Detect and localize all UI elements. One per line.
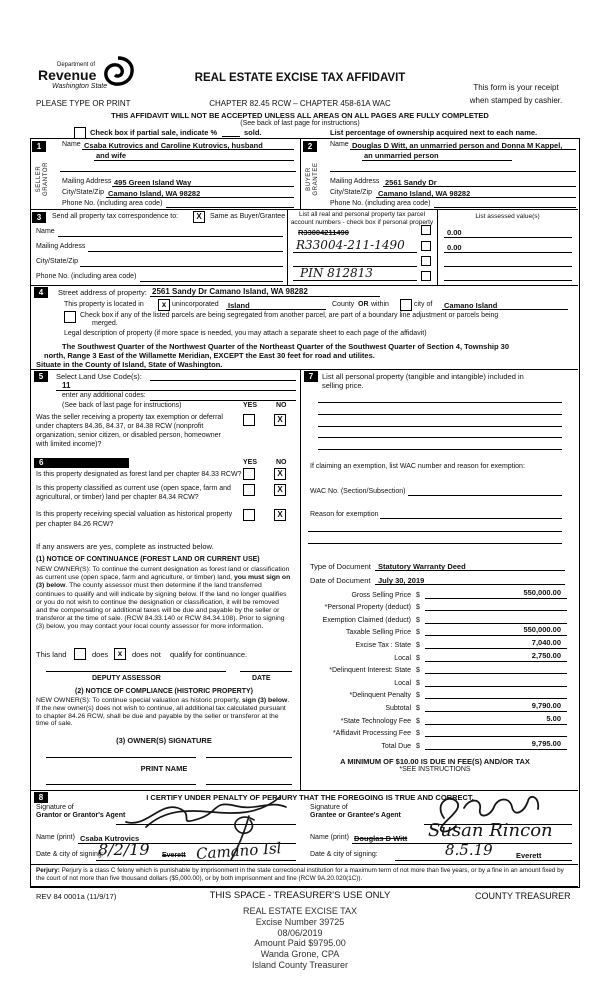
seller-mailing-value: 495 Green Island Way: [114, 178, 192, 187]
grantee-date-city-label: Date & city of signing:: [310, 851, 378, 858]
city-line[interactable]: [442, 309, 568, 310]
logo-brand-text: Revenue: [38, 67, 97, 83]
s6-no-header: NO: [276, 459, 287, 466]
receipt-note-1: This form is your receipt: [473, 83, 559, 92]
form-title: REAL ESTATE EXCISE TAX AFFIDAVIT: [194, 72, 406, 84]
section-8-badge: 8: [34, 792, 48, 803]
unincorporated-checkbox[interactable]: x: [158, 299, 170, 311]
grantee-city-value: Everett: [516, 851, 542, 860]
buyer-name-line-2[interactable]: [362, 160, 512, 161]
amount-label: Excise Tax : State: [355, 641, 411, 649]
s3-phone-line[interactable]: [140, 281, 283, 282]
amount-label: Taxable Selling Price: [346, 629, 411, 637]
wac-line[interactable]: [408, 495, 562, 496]
assessed-value-1: 0.00: [447, 228, 462, 237]
stamp-amount-paid: Amount Paid $9795.00: [254, 938, 346, 949]
s3-city-line[interactable]: [80, 266, 283, 267]
notice-1-body: [36, 566, 292, 632]
s5-q1-1: Was the seller receiving a property tax exemption or deferral: [36, 414, 223, 421]
s5-q1-4: with limited income)?: [36, 441, 102, 448]
divider: [30, 285, 578, 286]
grantee-name-printed-struck: Douglas D Witt: [354, 834, 408, 843]
amount-label: *Delinquent Interest: State: [329, 667, 411, 675]
amount-value: 7,040.00: [531, 637, 561, 647]
s6-q2-yes-checkbox[interactable]: [243, 484, 255, 496]
assessed-line-4[interactable]: [444, 280, 572, 281]
amount-value-line[interactable]: [425, 588, 567, 599]
amount-value-line[interactable]: [425, 701, 567, 712]
exemption-note: If claiming an exemption, list WAC number and reason for exemption:: [310, 463, 525, 470]
buyer-phone-line[interactable]: [434, 207, 576, 208]
stamp-office: Island County Treasurer: [251, 959, 349, 970]
grantor-name-print-label: Name (print): [36, 834, 75, 841]
pp-line-4[interactable]: [318, 437, 562, 438]
s6-q2-no-checkbox[interactable]: X: [274, 484, 286, 496]
grantor-date-line[interactable]: [96, 860, 296, 861]
buyer-extra-line[interactable]: [330, 171, 576, 172]
parcel-numbers-header: [289, 211, 435, 226]
seller-mailing-line[interactable]: [112, 186, 294, 187]
divider: [300, 138, 301, 209]
notice-2-title: (2) NOTICE OF COMPLIANCE (HISTORIC PROPERTY): [75, 688, 253, 695]
this-land-label: This land: [36, 650, 67, 659]
type-of-document-value: Statutory Warranty Deed: [378, 562, 466, 571]
print-name-line-1[interactable]: [46, 784, 196, 785]
amount-row-tech-fee: [303, 712, 567, 725]
pp-line-3[interactable]: [318, 426, 562, 427]
buyer-grantee-side-label: [306, 158, 320, 200]
buyer-mailing-value: 2561 Sandy Dr: [385, 178, 437, 187]
notice-2-body: [36, 697, 292, 728]
does-not-label: does not: [132, 650, 161, 659]
amount-row-total-due: [303, 737, 567, 750]
s5-q1-2: under chapters 84.36, 84.37, or 84.38 RCW (nonprofit: [36, 423, 204, 430]
buyer-city-line[interactable]: [376, 197, 576, 198]
buyer-name-line[interactable]: [350, 149, 576, 150]
form-revision-label: REV 84 0001a (11/9/17): [36, 892, 117, 901]
amount-label: *Delinquent Penalty: [349, 692, 411, 700]
grantor-agent-label: Grantor or Grantor's Agent: [36, 812, 126, 819]
legal-text-2: north, Range 3 East of the Willamette Meridian, EXCEPT the East 30 feet for road and utilites.: [44, 351, 375, 360]
buyer-name-label: Name: [330, 141, 349, 148]
reason-line-3[interactable]: [308, 543, 562, 544]
s6-q3-yes-checkbox[interactable]: [243, 509, 255, 521]
deputy-date-line[interactable]: [240, 671, 292, 672]
county-value: Island: [228, 301, 250, 310]
amount-value: 9,795.00: [531, 738, 561, 748]
divider: [30, 790, 578, 791]
divider: [30, 369, 578, 370]
within-word: within: [371, 301, 389, 308]
buyer-side-label: BUYER: [306, 167, 312, 191]
see-instructions-note: *SEE INSTRUCTIONS: [399, 766, 471, 773]
grantor-signature-of-label: Signature of: [36, 804, 74, 811]
dollar-sign: $: [416, 629, 420, 637]
grantee-agent-label: Grantee or Grantee's Agent: [310, 812, 401, 819]
amount-value-line[interactable]: [425, 676, 567, 687]
amount-label: *State Technology Fee: [340, 717, 411, 725]
city-value: Camano Island: [444, 301, 498, 310]
assessed-line-1[interactable]: [444, 237, 572, 238]
seller-grantor-side-label: [36, 158, 50, 200]
s3-city-label: City/State/Zip: [36, 258, 79, 265]
parcel-pin-handwritten: PIN 812813: [300, 266, 373, 280]
stamp-title: REAL ESTATE EXCISE TAX: [242, 906, 358, 916]
segregated-text-2: merged.: [92, 320, 118, 327]
land-use-line-0[interactable]: [150, 380, 296, 381]
land-use-code: 11: [62, 381, 71, 390]
seller-name-label: Name: [62, 141, 81, 148]
grantee-side-label: GRANTEE: [313, 162, 319, 196]
buyer-name-value: Douglas D Witt, an unmarried person and Donna M Kappel,: [352, 141, 563, 150]
qualify-label: qualify for continuance.: [170, 650, 248, 659]
amounts-table: [303, 586, 567, 750]
deputy-assessor-line[interactable]: [46, 671, 226, 672]
stamp-excise-number: Excise Number 39725: [255, 916, 345, 927]
grantor-signature-line[interactable]: [116, 824, 296, 825]
unincorporated-label: unincorporated: [172, 301, 219, 308]
warning-label: THIS AFFIDAVIT WILL NOT BE ACCEPTED UNLESS ALL AREAS ON ALL PAGES ARE FULLY COMPLETED: [111, 111, 489, 120]
s3-mailing-line[interactable]: [88, 251, 283, 252]
grantee-date-handwritten: 8.5.19: [445, 841, 493, 859]
county-word: County: [332, 301, 355, 308]
notice-2-post: . If the new owner(s) does not wish to continue, all additional tax calculated pursuant to chapter 84.26 RCW, shall be due and payable by the seller or transferor at the time of sale.: [36, 697, 290, 728]
dollar-sign: $: [416, 616, 420, 624]
owners-signature-title: (3) OWNER(S) SIGNATURE: [116, 736, 212, 745]
dollar-sign: $: [416, 591, 420, 599]
section-4-badge: 4: [34, 287, 48, 298]
amount-row-excise-state: [303, 636, 567, 649]
amount-value-line[interactable]: [425, 714, 567, 725]
city-of-label: city of: [414, 301, 433, 308]
amount-value: 2,750.00: [531, 650, 561, 660]
section-2-badge: 2: [303, 141, 317, 152]
personal-property-checkbox-3[interactable]: [421, 256, 431, 266]
notice-2-bold: sign (3) below: [242, 697, 288, 704]
section-5-badge: 5: [34, 371, 48, 382]
parcel-header-1: List all real and personal property tax parcel account: [290, 211, 426, 226]
personal-property-title-1: List all personal property (tangible and intangible) included in: [322, 372, 524, 381]
s3-mailing-label: Mailing Address: [36, 243, 86, 250]
treasurer-space-label: THIS SPACE - TREASURER'S USE ONLY: [209, 890, 391, 901]
grantee-name-handwritten: Susan Rincon: [428, 820, 553, 841]
grantor-date-city-label: Date & city of signing:: [36, 851, 104, 858]
city-checkbox[interactable]: [400, 299, 412, 311]
date-of-document-label: Date of Document: [310, 576, 371, 585]
same-as-buyer-label: Same as Buyer/Grantee: [210, 213, 286, 220]
perjury-text: Perjury is a class C felony which is punishable by imprisonment in the state correctional institution for a maximum term of not more than five years, or by a fine in an amount fixed by the court of not more than five thousand dollars ($5,000.00), or by both imprisonment and fine (RCW 9A.20.020(1C)).: [36, 867, 564, 882]
print-name-label: PRINT NAME: [140, 764, 188, 773]
segregated-text-1: Check box if any of the listed parcels are being segregated from another parcel, are part of a boundary line adjustment or parcels being: [80, 312, 499, 319]
dollar-sign: $: [416, 742, 420, 750]
divider: [30, 886, 578, 887]
amount-row-personal: [303, 599, 567, 612]
notice-1-pre: NEW OWNER(S): To continue the current designation as forest land or classification as current use (open space, farm and agriculture, or timber) land,: [36, 566, 290, 582]
located-in-label: This property is located in: [64, 301, 144, 308]
receipt-note-2: when stamped by cashier.: [469, 96, 563, 105]
section-6-badge: 6: [34, 458, 129, 468]
amount-label: Subtotal: [385, 704, 411, 712]
s6-q2-1: Is this property classified as current use (open space, farm and: [36, 485, 231, 492]
grantee-date-line[interactable]: [395, 860, 572, 861]
pp-line-5[interactable]: [318, 449, 562, 450]
amount-value: 550,000.00: [523, 625, 561, 635]
amount-row-delinquent-state: [303, 662, 567, 675]
s5-no-header: NO: [276, 402, 287, 409]
seller-phone-line[interactable]: [166, 207, 294, 208]
grantor-signature-flourish: [222, 812, 266, 862]
print-name-line-2[interactable]: [206, 784, 292, 785]
buyer-mailing-label: Mailing Address: [330, 178, 380, 185]
amount-value-line[interactable]: [425, 651, 567, 662]
seller-extra-line[interactable]: [60, 171, 296, 172]
reason-label: Reason for exemption: [310, 511, 379, 518]
s5-q1-no-checkbox[interactable]: X: [274, 414, 286, 426]
amount-label: *Personal Property (deduct): [324, 604, 411, 612]
amount-row-gross: [303, 586, 567, 599]
amount-label: Local: [394, 679, 411, 687]
grantor-side-label: GRANTOR: [43, 161, 49, 197]
parcel-number-printed-struck: R33004211490: [298, 228, 349, 237]
dollar-sign: $: [416, 730, 420, 738]
parcel-number-handwritten: R33004-211-1490: [296, 238, 405, 252]
perjury-note: [36, 867, 574, 882]
please-type-label: PLEASE TYPE OR PRINT: [36, 99, 131, 108]
reason-line-2[interactable]: [308, 531, 562, 532]
s3-name-line[interactable]: [58, 236, 283, 237]
s6-q1: Is this property designated as forest land per chapter 84.33 RCW?: [36, 471, 242, 478]
amount-label: Local: [394, 654, 411, 662]
additional-codes-line[interactable]: [150, 400, 296, 401]
segregated-checkbox[interactable]: [64, 311, 76, 323]
seller-name-value: Csaba Kutrovics and Caroline Kutrovics, husband: [84, 141, 263, 150]
type-of-document-label: Type of Document: [310, 562, 371, 571]
amount-row-exemption: [303, 611, 567, 624]
type-of-document-line[interactable]: [375, 570, 565, 571]
minimum-due-note: A MINIMUM OF $10.00 IS DUE IN FEE(S) AND/OR TAX: [340, 757, 530, 766]
land-does-not-checkbox[interactable]: x: [114, 648, 126, 660]
buyer-city-label: City/State/Zip: [330, 189, 373, 196]
amount-row-excise-local: [303, 649, 567, 662]
assessed-line-3[interactable]: [444, 266, 572, 267]
pp-line-2[interactable]: [318, 414, 562, 415]
amount-row-processing-fee: [303, 725, 567, 738]
treasurer-stamp: [150, 906, 450, 971]
grantee-name-print-label: Name (print): [310, 834, 349, 841]
personal-property-checkbox-2[interactable]: [421, 241, 431, 251]
divider: [30, 209, 578, 210]
s5-see-back: (See back of last page for instructions): [62, 402, 182, 409]
stamp-signer: Wanda Grone, CPA: [260, 949, 340, 960]
s6-q3-2: per chapter 84.26 RCW?: [36, 521, 114, 528]
s6-q3-1: Is this property receiving special valuation as historical property: [36, 511, 233, 518]
parcel-line-2[interactable]: [293, 252, 417, 253]
amount-value-line[interactable]: [425, 726, 567, 737]
buyer-mailing-line[interactable]: [383, 186, 576, 187]
land-use-line[interactable]: [56, 390, 296, 391]
s6-q1-yes-checkbox[interactable]: [243, 468, 255, 480]
s3-name-label: Name: [36, 228, 55, 235]
s5-yes-header: YES: [243, 402, 258, 409]
dor-swirl-icon: [100, 56, 136, 88]
send-correspondence-label: Send all property tax correspondence to:: [52, 213, 179, 220]
seller-name-line[interactable]: [82, 149, 294, 150]
ownership-note: List percentage of ownership acquired next to each name.: [330, 128, 538, 137]
amount-value: 9,790.00: [531, 700, 561, 710]
date-of-document-line[interactable]: [375, 584, 565, 585]
grantor-city-handwritten: Camano Isl: [195, 839, 282, 863]
street-address-label: Street address of property:: [58, 288, 147, 297]
amount-row-subtotal: [303, 699, 567, 712]
county-line[interactable]: [226, 309, 326, 310]
additional-codes-label: enter any additional codes:: [62, 392, 146, 399]
county-treasurer-label: COUNTY TREASURER: [475, 891, 571, 901]
s5-q1-yes-checkbox[interactable]: [243, 414, 255, 426]
buyer-phone-label: Phone No. (including area code): [330, 200, 431, 207]
s3-phone-label: Phone No. (including area code): [36, 273, 137, 280]
personal-property-checkbox-4[interactable]: [421, 271, 431, 281]
land-does-checkbox[interactable]: [74, 648, 86, 660]
s6-q1-no-checkbox[interactable]: X: [274, 468, 286, 480]
perjury-label: Perjury:: [36, 867, 60, 874]
section-3-badge: 3: [32, 212, 46, 223]
divider: [300, 369, 301, 790]
section-7-badge: 7: [304, 371, 318, 382]
dollar-sign: $: [416, 704, 420, 712]
parcel-line-4[interactable]: [293, 280, 417, 281]
owner-signature-line-1[interactable]: [46, 757, 196, 758]
divider: [30, 864, 578, 865]
stamp-date: 08/06/2019: [277, 927, 323, 938]
s6-q2-2: agricultural, or timber) land per chapter 84.34 RCW?: [36, 494, 199, 501]
seller-name-line-2[interactable]: [94, 160, 294, 161]
amount-value-line[interactable]: [425, 663, 567, 674]
or-word: OR: [358, 301, 369, 308]
see-back-label: (See back of last page for instructions): [240, 120, 360, 127]
divider: [437, 209, 438, 285]
amount-value-line[interactable]: [425, 625, 567, 636]
buyer-city-value: Camano Island, WA 98282: [378, 189, 471, 198]
pp-line-1[interactable]: [318, 402, 562, 403]
seller-name-value-2: and wife: [96, 151, 127, 160]
notice-1-bold: you must sign on (3) below: [36, 574, 291, 590]
personal-property-title-2: selling price.: [322, 381, 364, 390]
dollar-sign: $: [416, 604, 420, 612]
dollar-sign: $: [416, 717, 420, 725]
street-address-line[interactable]: [150, 296, 380, 297]
partial-sale-label: Check box if partial sale, indicate %: [90, 128, 218, 137]
amount-value: 5.00: [546, 713, 561, 723]
logo-dept-text: Department of: [57, 62, 96, 68]
chapter-label: CHAPTER 82.45 RCW – CHAPTER 458-61A WAC: [209, 99, 391, 108]
amount-value: 550,000.00: [523, 587, 561, 597]
amount-value-line[interactable]: [425, 638, 567, 649]
dollar-sign: $: [416, 641, 420, 649]
date-of-document-value: July 30, 2019: [378, 576, 425, 585]
section-1-badge: 1: [32, 141, 46, 152]
grantor-city-printed-struck: Everett: [162, 852, 186, 859]
amount-row-taxable: [303, 624, 567, 637]
certify-statement: I CERTIFY UNDER PENALTY OF PERJURY THAT THE FOREGOING IS TRUE AND CORRECT.: [146, 793, 474, 802]
amount-row-delinquent-penalty: [303, 687, 567, 700]
seller-mailing-label: Mailing Address: [62, 178, 112, 185]
grantor-name-value: Csaba Kutrovics: [80, 834, 140, 843]
amount-label: Total Due: [381, 742, 411, 750]
does-label: does: [92, 650, 109, 659]
amount-row-delinquent-local: [303, 674, 567, 687]
parcel-header-2: numbers - check box if personal property: [315, 218, 434, 226]
divider: [287, 209, 288, 285]
owner-signature-line-2[interactable]: [206, 757, 292, 758]
s5-q1-3: organization, senior citizen, or disabled person, homeowner: [36, 432, 221, 439]
if-yes-note: If any answers are yes, complete as instructed below.: [36, 542, 214, 551]
notice-2-pre: NEW OWNER(S): To continue special valuation as historic property,: [36, 697, 242, 704]
grantee-signature-of-label: Signature of: [310, 804, 348, 811]
seller-city-value: Camano Island, WA 98282: [108, 189, 201, 198]
dollar-sign: $: [416, 692, 420, 700]
amount-value-line[interactable]: [425, 613, 567, 624]
s6-q3-no-checkbox[interactable]: X: [274, 509, 286, 521]
partial-sale-percent-line[interactable]: [222, 136, 240, 137]
assessed-value-2: 0.00: [447, 243, 462, 252]
reason-line-1[interactable]: [380, 518, 562, 519]
legal-text-3: Situate in the County of Island, State of Washington.: [36, 360, 223, 369]
dollar-sign: $: [416, 654, 420, 662]
deputy-date-label: DATE: [252, 675, 271, 682]
s6-yes-header: YES: [243, 459, 258, 466]
amount-value-line[interactable]: [425, 600, 567, 611]
partial-sale-sold-label: sold.: [244, 128, 262, 137]
seller-city-line[interactable]: [106, 197, 294, 198]
same-as-buyer-checkbox[interactable]: X: [193, 211, 205, 223]
notice-1-title: (1) NOTICE OF CONTINUANCE (FOREST LAND OR CURRENT USE): [36, 556, 260, 563]
seller-phone-label: Phone No. (including area code): [62, 200, 163, 207]
amount-value-line[interactable]: [425, 688, 567, 699]
amount-label: Gross Selling Price: [351, 591, 411, 599]
assessed-values-header: List assessed value(s): [475, 213, 540, 220]
dollar-sign: $: [416, 667, 420, 675]
amount-label: Exemption Claimed (deduct): [322, 616, 411, 624]
deputy-assessor-label: DEPUTY ASSESSOR: [92, 675, 161, 682]
amount-value-line[interactable]: [425, 739, 567, 750]
legal-text-1: The Southwest Quarter of the Northwest Quarter of the Northeast Quarter of the Southwest Quarter of Section 4, Township 30: [62, 342, 509, 351]
assessed-line-2[interactable]: [444, 252, 572, 253]
seller-city-label: City/State/Zip: [62, 189, 105, 196]
wac-label: WAC No. (Section/Subsection): [310, 488, 406, 495]
grantor-date-handwritten: 8/2/19: [98, 840, 150, 859]
buyer-name-value-2: an unmarried person: [364, 151, 439, 160]
street-address-value: 2561 Sandy Dr Camano Island, WA 98282: [152, 287, 308, 296]
logo-state-text: Washington State: [52, 83, 108, 90]
notice-1-post: . The county assessor must then determine if the land transferred continues to qualify and will indicate by signing below. If the land no longer qualifies or you do not wish to continue the designation or classification, it will be removed and the compensating or additional taxes will be due and payable by the seller or transferor at the time of sale. (RCW 84.33.140 or RCW 84.34.108). Prior to signing (3) below, you may contact your local county assessor for more information.: [36, 582, 287, 631]
amount-label: *Affidavit Processing Fee: [332, 730, 411, 738]
land-use-title: Select Land Use Code(s):: [56, 372, 142, 381]
personal-property-checkbox-1[interactable]: [421, 225, 431, 235]
seller-side-label: SELLER: [36, 165, 42, 193]
dollar-sign: $: [416, 679, 420, 687]
legal-description-label: Legal description of property (if more space is needed, you may attach a separate sheet to each page of the affidavit): [64, 330, 427, 337]
